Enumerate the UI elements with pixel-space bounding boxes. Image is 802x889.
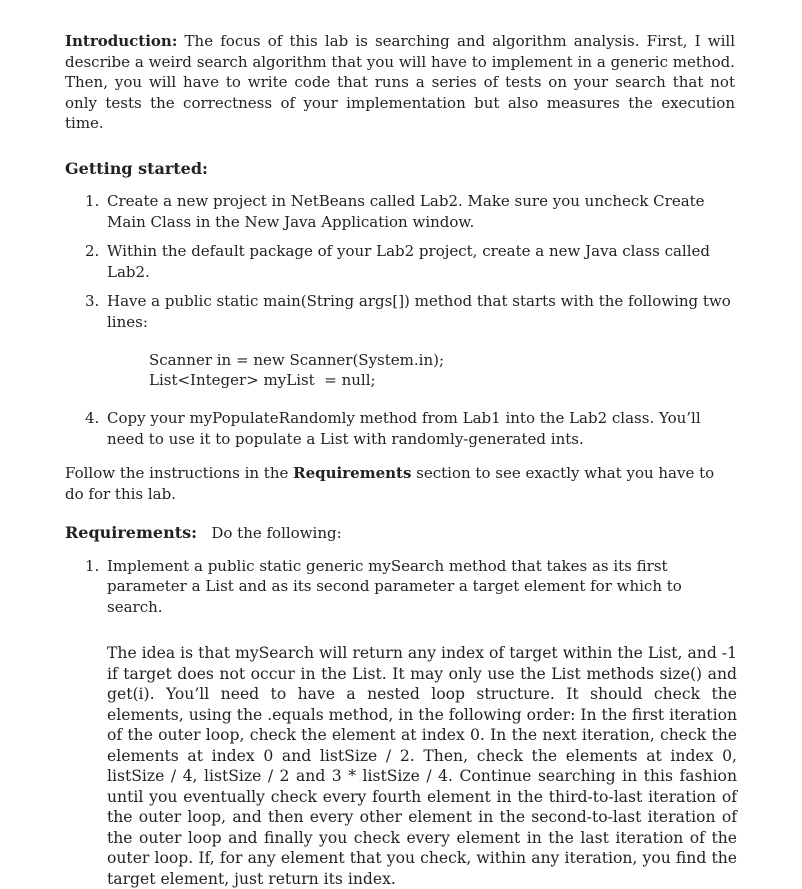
list-item [65,241,735,282]
intro-label: Introduction: [65,32,178,50]
algorithm-description: The idea is that mySearch will return any index of target within the List, and -1 if target does not occur in the List. It may only use the List methods size() and get(i). You’ll need to have a nested loop structure. It should check the elements, using the .equals method, in the following order: In the first iteration of the outer loop, check the element at index 0. In the next iteration, check the elements at index 0 and listSize / 2. Then, check the elements at index 0, listSize / 4, listSize / 2 and 3 * listSize / 4. Continue searching in this fashion until you eventually check every fourth element in the third-to-last iteration of the outer loop, and then every other element in the second-to-last iteration of the outer loop and finally you check every element in the last iteration of the outer loop. If, for any element that you check, within any iteration, you find the target element, just return its index. [107,644,737,888]
list-item [65,191,735,232]
list-item-number: 2. [85,242,100,260]
code-line: List<Integer> myList = null; [149,371,376,389]
list-item-number: 4. [85,409,100,427]
follow-text-after: section to see exactly what you have to do for this lab. [65,464,715,503]
document-page [65,31,735,889]
list-item-text: Within the default package of your Lab2 project, create a new Java class called Lab2. [107,242,711,281]
follow-instructions [65,463,735,504]
follow-text-before: Follow the instructions in the [65,464,294,482]
list-item-text: Copy your myPopulateRandomly method from Lab1 into the Lab2 class. You’ll need to use it to populate a List with randomly-generated ints. [107,409,701,448]
intro-text: The focus of this lab is searching and algorithm analysis. First, I will describe a weird search algorithm that you will have to implement in a generic method. Then, you will have to write code that runs a series of tests on your search that not only tests the correctness of your implementation but also measures the execution time. [65,32,735,132]
code-block [149,350,735,390]
list-item-text: Implement a public static generic mySearch method that takes as its first parameter a List and as its second parameter a target element for which to search. [107,556,682,616]
requirements-heading [65,523,735,544]
getting-started-heading: Getting started: [65,158,208,178]
list-item-text: Create a new project in NetBeans called Lab2. Make sure you uncheck Create Main Class in the New Java Application window. [107,192,705,231]
list-item-number: 3. [85,292,100,310]
getting-started-list [65,191,735,449]
code-line: Scanner in = new Scanner(System.in); [149,351,445,369]
requirements-list [65,556,735,618]
requirements-label: Requirements: [65,523,198,542]
requirements-intro: Do the following: [211,524,342,542]
list-item [65,408,735,449]
list-item-number: 1. [85,556,100,575]
intro-paragraph [65,31,735,134]
list-item [65,556,735,618]
list-item [65,291,735,390]
list-item-number: 1. [85,192,100,210]
list-item-text: Have a public static main(String args[]) method that starts with the following two lines: [107,292,731,331]
requirements-reference: Requirements [293,464,412,482]
